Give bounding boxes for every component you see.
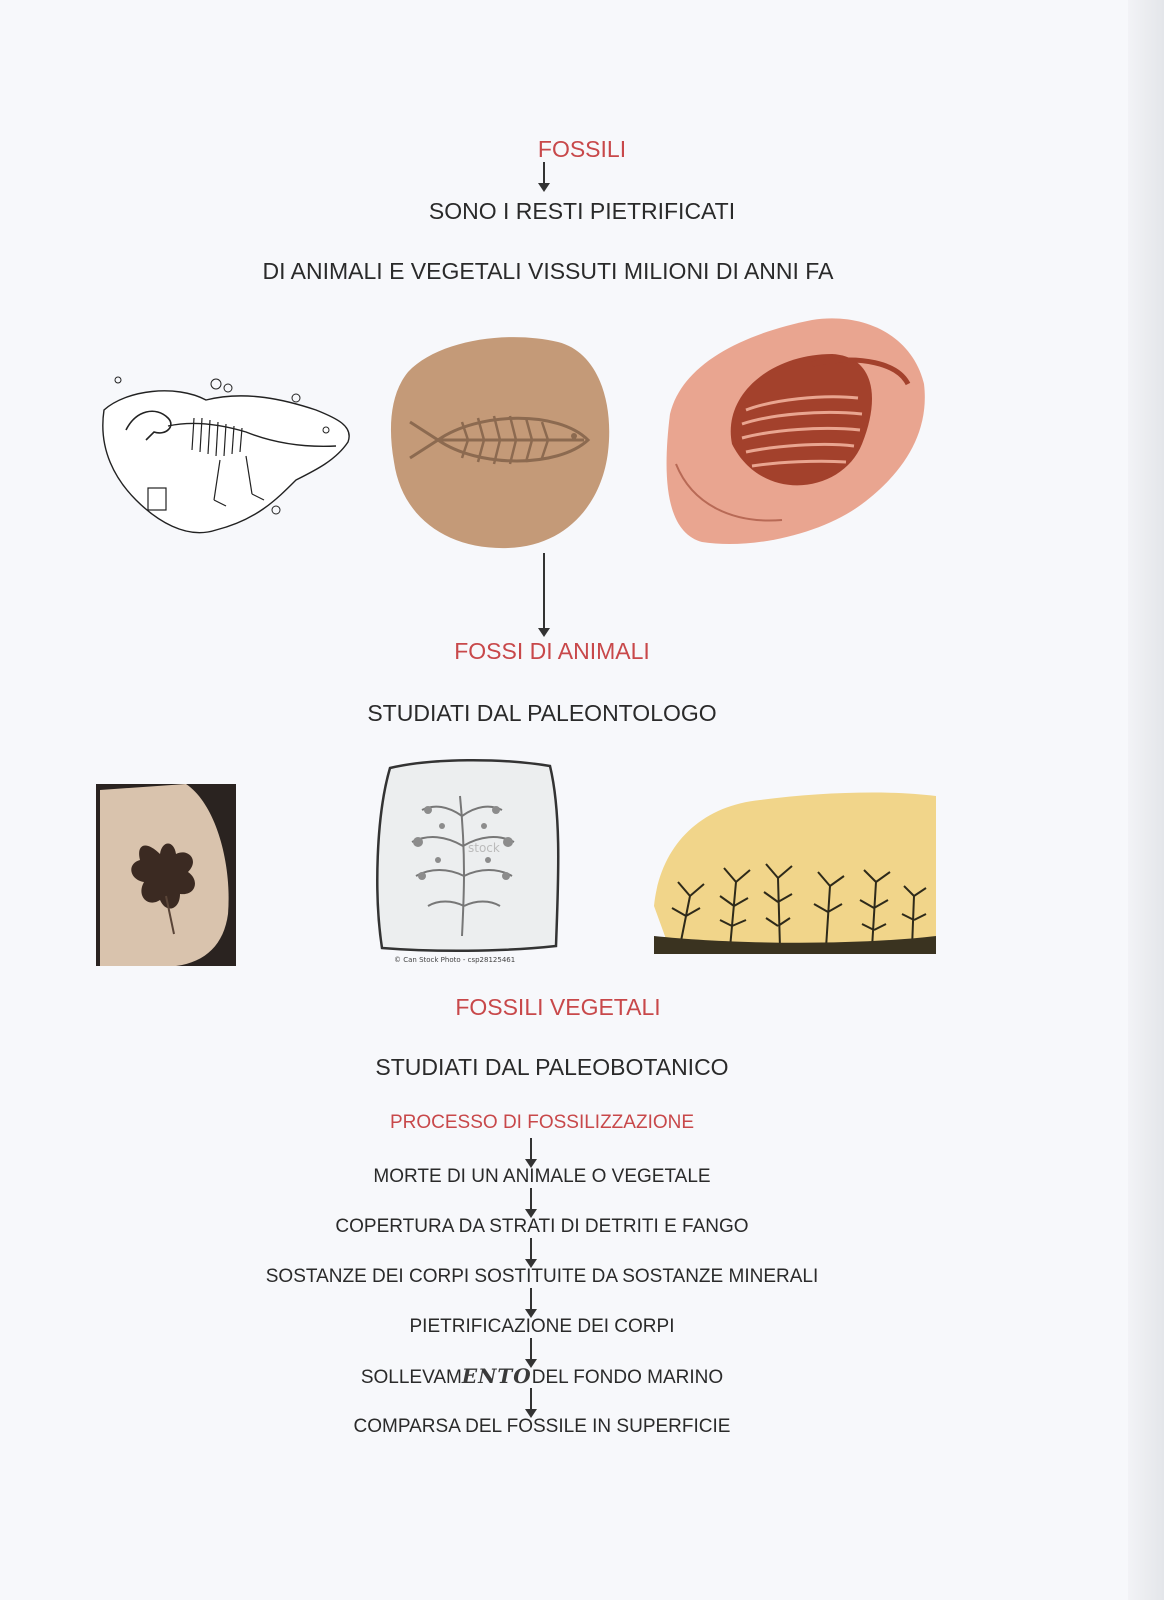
scan-edge-shadow [1128, 0, 1164, 1600]
arrow-down-icon [530, 1388, 532, 1416]
arrow-down-icon [530, 1288, 532, 1316]
process-step-5 [0, 1364, 1124, 1389]
fish-fossil-image [388, 332, 612, 550]
animals-heading: FOSSI DI ANIMALI [454, 638, 650, 664]
process-heading: PROCESSO DI FOSSILIZZAZIONE [389, 1112, 695, 1133]
definition-line-1: SONO I RESTI PIETRIFICATI [428, 198, 736, 224]
arrow-down-icon [543, 162, 545, 190]
trilobite-fossil-image [662, 314, 930, 548]
arrow-down-icon [543, 553, 545, 635]
definition-line-2: DI ANIMALI E VEGETALI VISSUTI MILIONI DI ANNI FA [262, 258, 834, 284]
plants-heading: FOSSILI VEGETALI [455, 994, 661, 1020]
fern-fossil-image [372, 756, 564, 966]
handwritten-correction: ENTO [461, 1364, 532, 1388]
fern-watermark: stock [468, 841, 500, 855]
process-step-2: COPERTURA DA STRATI DI DETRITI E FANGO [335, 1216, 749, 1237]
arrow-down-icon [530, 1338, 532, 1366]
animals-studied-by: STUDIATI DAL PALEONTOLOGO [367, 700, 717, 726]
process-step-4: PIETRIFICAZIONE DEI CORPI [409, 1316, 675, 1337]
leaf-fossil-image [96, 784, 236, 966]
dinosaur-skeleton-image [96, 370, 358, 546]
fern-photo-credit: © Can Stock Photo - csp28125461 [394, 956, 516, 964]
arrow-down-icon [530, 1138, 532, 1166]
process-step-5-end: DEL FONDO MARINO [531, 1367, 724, 1388]
process-step-3: SOSTANZE DEI CORPI SOSTITUITE DA SOSTANZE MINERALI [265, 1266, 819, 1287]
process-step-5-start: SOLLEVAM [360, 1367, 462, 1388]
process-step-1: MORTE DI UN ANIMALE O VEGETALE [373, 1166, 711, 1187]
arrow-down-icon [530, 1238, 532, 1266]
plants-studied-by: STUDIATI DAL PALEOBOTANICO [375, 1054, 729, 1080]
process-step-6: COMPARSA DEL FOSSILE IN SUPERFICIE [353, 1416, 731, 1437]
title: FOSSILI [537, 136, 627, 162]
arrow-down-icon [530, 1188, 532, 1216]
dendrite-fossil-image [650, 786, 940, 954]
